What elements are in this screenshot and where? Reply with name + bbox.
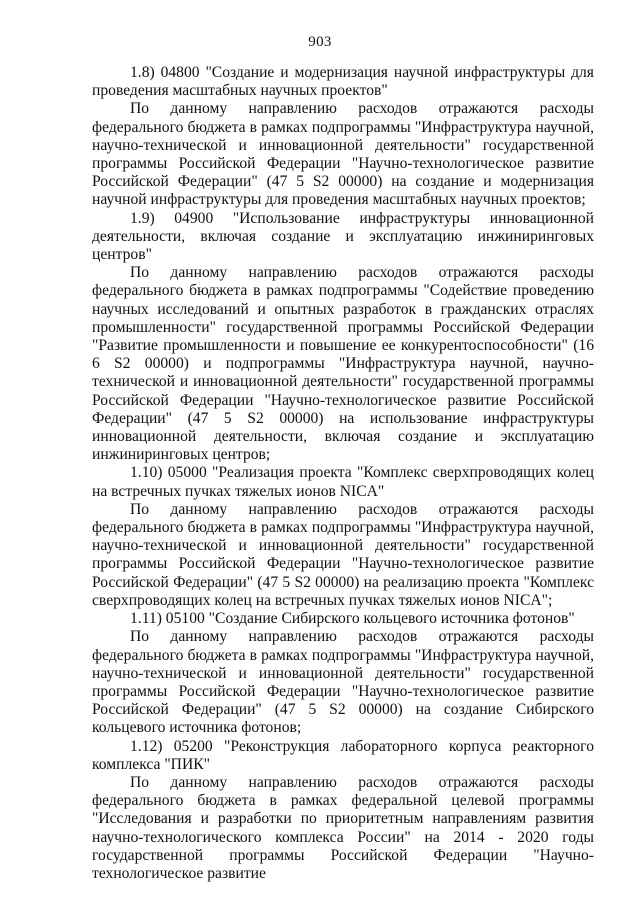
section-paragraph-1-11: По данному направлению расходов отражаются расходы федерального бюджета в рамках подпрограммы "Инфраструктура научной, научно-технической и инновационной деятельности" государственной программы Российской Федерации "Научно-технологическое развитие Российской Федерации" (47 5 S2 00000) на создание Сибирского кольцевого источника фотонов; <box>92 628 594 737</box>
section-heading-1-11: 1.11) 05100 "Создание Сибирского кольцевого источника фотонов" <box>130 610 575 628</box>
section-paragraph-1-8: По данному направлению расходов отражаются расходы федерального бюджета в рамках подпрограммы "Инфраструктура научной, научно-технической и инновационной деятельности" государственной программы Российской Федерации "Научно-технологическое развитие Российской Федерации" (47 5 S2 00000) на создание и модернизация научной инфраструктуры для проведения масштабных научных проектов; <box>92 100 594 209</box>
section-heading-1-9: 1.9) 04900 "Использование инфраструктуры инновационной деятельности, включая создание и эксплуатацию инжиниринговых центров" <box>92 209 594 264</box>
section-paragraph-1-10: По данному направлению расходов отражаются расходы федерального бюджета в рамках подпрограммы "Инфраструктура научной, научно-технической и инновационной деятельности" государственной программы Российской Федерации "Научно-технологическое развитие Российской Федерации" (47 5 S2 00000) на реализацию проекта "Комплекс сверхпроводящих колец на встречных пучках тяжелых ионов NICA"; <box>92 500 594 609</box>
section-heading-1-10: 1.10) 05000 "Реализация проекта "Комплекс сверхпроводящих колец на встречных пучках тяжелых ионов NICA" <box>92 464 594 500</box>
document-body <box>92 64 594 883</box>
section-heading-1-12: 1.12) 05200 "Реконструкция лабораторного корпуса реакторного комплекса "ПИК" <box>92 737 594 773</box>
section-heading-1-8: 1.8) 04800 "Создание и модернизация научной инфраструктуры для проведения масштабных научных проектов" <box>92 64 594 100</box>
section-paragraph-1-12: По данному направлению расходов отражаются расходы федерального бюджета в рамках федеральной целевой программы "Исследования и разработки по приоритетным направлениям развития научно-технологического комплекса России" на 2014 - 2020 годы государственной программы Российской Федерации "Научно-технологическое развитие <box>92 773 594 882</box>
page-number: 903 <box>308 34 332 50</box>
section-paragraph-1-9: По данному направлению расходов отражаются расходы федерального бюджета в рамках подпрограммы "Содействие проведению научных исследований и опытных разработок в гражданских отраслях промышленности" государственной программы Российской Федерации "Развитие промышленности и повышение ее конкурентоспособности" (16 6 S2 00000) и подпрограммы "Инфраструктура научной, научно-технической и инновационной деятельности" государственной программы Российской Федерации "Научно-технологическое развитие Российской Федерации" (47 5 S2 00000) на использование инфраструктуры инновационной деятельности, включая создание и эксплуатацию инжиниринговых центров; <box>92 264 594 464</box>
